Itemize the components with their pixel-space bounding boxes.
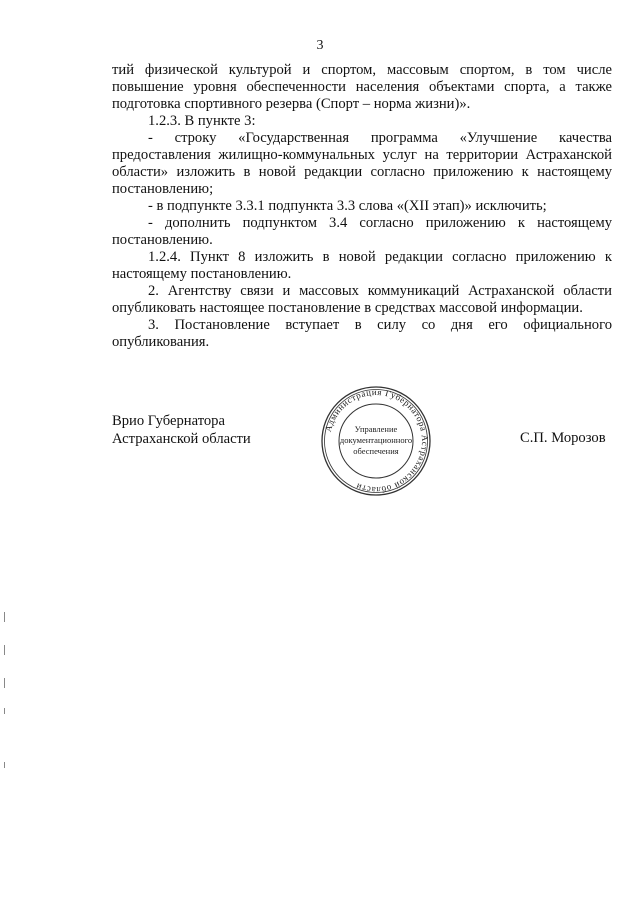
paragraph: - в подпункте 3.3.1 подпункта 3.3 слова «(XII этап)» исключить;	[148, 198, 547, 214]
paragraph: 1.2.4. Пункт 8 изложить в новой редакции согласно приложению к настоящему постановлению.	[112, 249, 612, 282]
page-number: 3	[316, 38, 324, 53]
paragraph: 2. Агентству связи и массовых коммуникаций Астраханской области опубликовать настоящее постановление в средствах массовой информации.	[112, 283, 612, 316]
seal-inner-line3: обеспечения	[353, 446, 399, 456]
margin-scan-mark	[4, 762, 5, 768]
signatory-position	[112, 412, 251, 448]
seal-outer-text: Администрация Губернатора Астраханской области	[322, 386, 431, 496]
signatory-name: С.П. Морозов	[520, 430, 606, 446]
official-seal	[311, 385, 441, 497]
margin-scan-mark	[4, 708, 5, 714]
signatory-region: Астраханской области	[112, 431, 251, 447]
seal-inner-line1: Управление	[354, 424, 398, 434]
paragraph: - строку «Государственная программа «Улучшение качества предоставления жилищно-коммунальных услуг на территории Астраханской области» изложить в новой редакции согласно приложению к настоящему постановлению;	[112, 130, 612, 197]
paragraph: - дополнить подпунктом 3.4 согласно приложению к настоящему постановлению.	[112, 215, 612, 248]
margin-scan-mark	[4, 645, 5, 655]
paragraph: тий физической культурой и спортом, массовым спортом, в том числе повышение уровня обеспеченности населения объектами спорта, а также подготовка спортивного резерва (Спорт – норма жизни)».	[112, 62, 612, 112]
document-body	[112, 62, 612, 351]
paragraph: 3. Постановление вступает в силу со дня его официального опубликования.	[112, 317, 612, 350]
margin-scan-mark	[4, 678, 5, 688]
seal-inner-line2: документационного	[339, 435, 413, 445]
signatory-title: Врио Губернатора	[112, 413, 225, 429]
paragraph: 1.2.3. В пункте 3:	[148, 113, 256, 129]
margin-scan-mark	[4, 612, 5, 622]
